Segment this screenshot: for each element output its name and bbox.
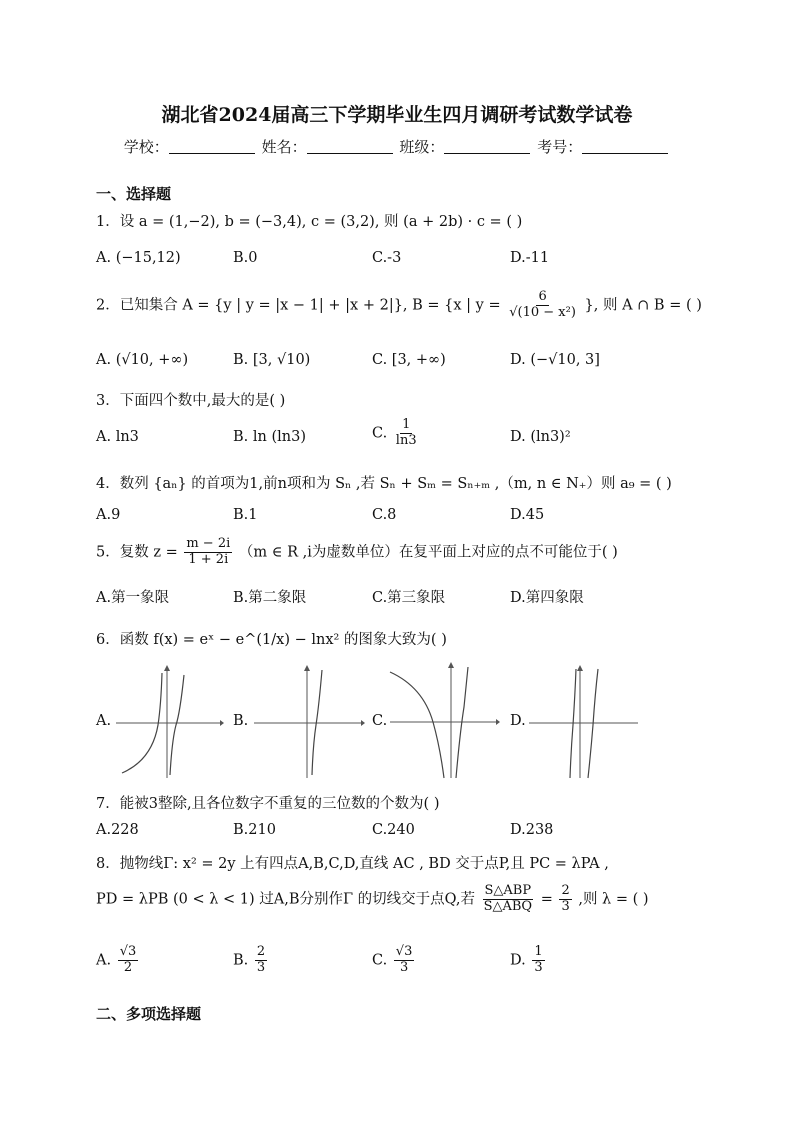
q4-option-a[interactable]: A.9	[96, 507, 121, 523]
q6-option-b[interactable]: B.	[233, 713, 249, 729]
q6-option-c[interactable]: C.	[372, 713, 388, 729]
q6-graph-c[interactable]	[388, 662, 500, 780]
q1-option-a[interactable]: A. (−15,12)	[96, 250, 181, 266]
q3-option-a[interactable]: A. ln3	[96, 429, 139, 445]
q2-fraction	[507, 290, 578, 321]
question-3-stem: 3．下面四个数中,最大的是( )	[96, 393, 286, 409]
page-title: 湖北省2024届高三下学期毕业生四月调研考试数学试卷	[161, 104, 633, 126]
q5-option-d[interactable]: D.第四象限	[510, 590, 584, 606]
q2-frac-num: 6	[538, 289, 547, 304]
question-7-stem: 7．能被3整除,且各位数字不重复的三位数的个数为( )	[96, 796, 440, 812]
q8-frac2-den: 3	[561, 898, 570, 914]
q5-option-b[interactable]: B.第二象限	[233, 590, 307, 606]
number-label: 考号：	[537, 138, 583, 156]
q6-graph-d[interactable]	[525, 665, 638, 780]
school-blank[interactable]	[169, 139, 255, 154]
q7-option-d[interactable]: D.238	[510, 822, 554, 838]
q2-stem-a: 2．已知集合 A = {y | y = |x − 1| + |x + 2|}, B = {x | y =	[96, 297, 501, 314]
q8-option-c[interactable]	[372, 945, 416, 976]
q2-option-c[interactable]: C. [3, +∞)	[372, 352, 446, 368]
q6-graph-a[interactable]	[112, 665, 224, 780]
q8-option-b[interactable]	[233, 945, 269, 976]
q4-option-c[interactable]: C.8	[372, 507, 397, 523]
q8-option-d-label: D.	[510, 952, 526, 969]
question-1-stem: 1．设 a = (1,−2), b = (−3,4), c = (3,2), 则 (a + 2b) · c = ( )	[96, 214, 523, 230]
q7-option-c[interactable]: C.240	[372, 822, 415, 838]
section-heading-single-choice: 一、选择题	[96, 185, 172, 203]
q8-a-den: 2	[123, 959, 133, 975]
question-8-line-1: 8．抛物线Γ: x² = 2y 上有四点A,B,C,D,直线 AC , BD 交于点P,且 PC = λPA ,	[96, 856, 609, 872]
q8-d-den: 3	[534, 959, 543, 975]
q8-a-num: √3	[119, 944, 137, 959]
q3-option-d[interactable]: D. (ln3)²	[510, 429, 571, 445]
q6-option-d[interactable]: D.	[510, 713, 526, 729]
q8-option-c-fraction	[394, 945, 415, 976]
q3-c-num: 1	[402, 417, 411, 432]
q8-line2-a: PD = λPB (0 < λ < 1) 过A,B分别作Γ 的切线交于点Q,若	[96, 891, 475, 908]
q8-option-d-fraction	[532, 945, 544, 976]
q8-option-a-fraction	[118, 945, 139, 976]
class-blank[interactable]	[444, 139, 530, 154]
class-label: 班级：	[399, 138, 445, 156]
q8-b-den: 3	[256, 959, 266, 975]
q8-b-num: 2	[256, 944, 266, 959]
q5-stem-b: （m ∈ R ,i为虚数单位）在复平面上对应的点不可能位于( )	[238, 544, 618, 561]
q8-option-c-label: C.	[372, 952, 388, 969]
q5-fraction	[184, 537, 232, 568]
q8-option-b-fraction	[255, 945, 267, 976]
student-info-line	[0, 136, 794, 157]
q1-option-d[interactable]: D.-11	[510, 250, 550, 266]
q8-area-ratio	[482, 884, 535, 915]
q2-frac-den: √(10 − x²)	[509, 304, 576, 320]
section-heading-multiple-choice: 二、多项选择题	[96, 1005, 202, 1023]
q8-line2-b: ,则 λ = ( )	[578, 891, 649, 908]
name-label: 姓名：	[261, 138, 307, 156]
q3-c-den: ln3	[395, 432, 417, 448]
q7-option-b[interactable]: B.210	[233, 822, 276, 838]
question-8-line-2: PD = λPB (0 < λ < 1) 过A,B分别作Γ 的切线交于点Q,若 $\frac{\text{S△ABP}}{\text{S△ABQ}}$ = $\frac{2}{3}$ ,则 λ = ( )	[96, 883, 649, 914]
q8-option-a-label: A.	[96, 952, 112, 969]
name-blank[interactable]	[307, 139, 393, 154]
q8-frac-den: S△ABQ	[483, 898, 533, 914]
q7-option-a[interactable]: A.228	[96, 822, 139, 838]
number-blank[interactable]	[582, 139, 668, 154]
q8-frac-num: S△ABP	[484, 883, 532, 898]
q2-option-d[interactable]: D. (−√10, 3]	[510, 352, 600, 368]
question-2-stem	[96, 290, 702, 321]
q5-option-a[interactable]: A.第一象限	[96, 590, 170, 606]
q5-option-c[interactable]: C.第三象限	[372, 590, 446, 606]
question-5-stem	[96, 537, 618, 568]
q8-d-num: 1	[534, 944, 543, 959]
q4-option-b[interactable]: B.1	[233, 507, 258, 523]
q8-c-num: √3	[395, 944, 413, 959]
question-6-stem: 6．函数 f(x) = eˣ − e^(1/x) − lnx² 的图象大致为( )	[96, 632, 447, 648]
q5-frac-num: m − 2i	[186, 536, 231, 551]
q1-option-b[interactable]: B.0	[233, 250, 258, 266]
question-4-stem: 4．数列 {aₙ} 的首项为1,前n项和为 Sₙ ,若 Sₙ + Sₘ = Sₙ₊ₘ ,（m, n ∈ N₊）则 a₉ = ( )	[96, 476, 672, 492]
q2-option-b[interactable]: B. [3, √10)	[233, 352, 311, 368]
q1-option-c[interactable]: C.-3	[372, 250, 402, 266]
q3-option-c-fraction	[394, 418, 419, 449]
q5-stem-a: 5．复数 z =	[96, 544, 178, 561]
q4-option-d[interactable]: D.45	[510, 507, 545, 523]
q8-c-den: 3	[399, 959, 409, 975]
q3-option-b[interactable]: B. ln (ln3)	[233, 429, 306, 445]
q8-option-d[interactable]	[510, 945, 547, 976]
q3-option-c-label: C.	[372, 425, 388, 442]
q6-option-a[interactable]: A.	[96, 713, 112, 729]
q8-option-b-label: B.	[233, 952, 249, 969]
q6-graph-b[interactable]	[250, 665, 365, 780]
q3-option-c[interactable]	[372, 418, 421, 449]
q2-option-a[interactable]: A. (√10, +∞)	[96, 352, 189, 368]
q8-frac2-num: 2	[561, 883, 570, 898]
q2-stem-b: }, 则 A ∩ B = ( )	[584, 297, 702, 314]
school-label: 学校：	[123, 138, 169, 156]
q8-option-a[interactable]	[96, 945, 140, 976]
q5-frac-den: 1 + 2i	[188, 551, 229, 567]
q8-ratio-value	[559, 884, 571, 915]
